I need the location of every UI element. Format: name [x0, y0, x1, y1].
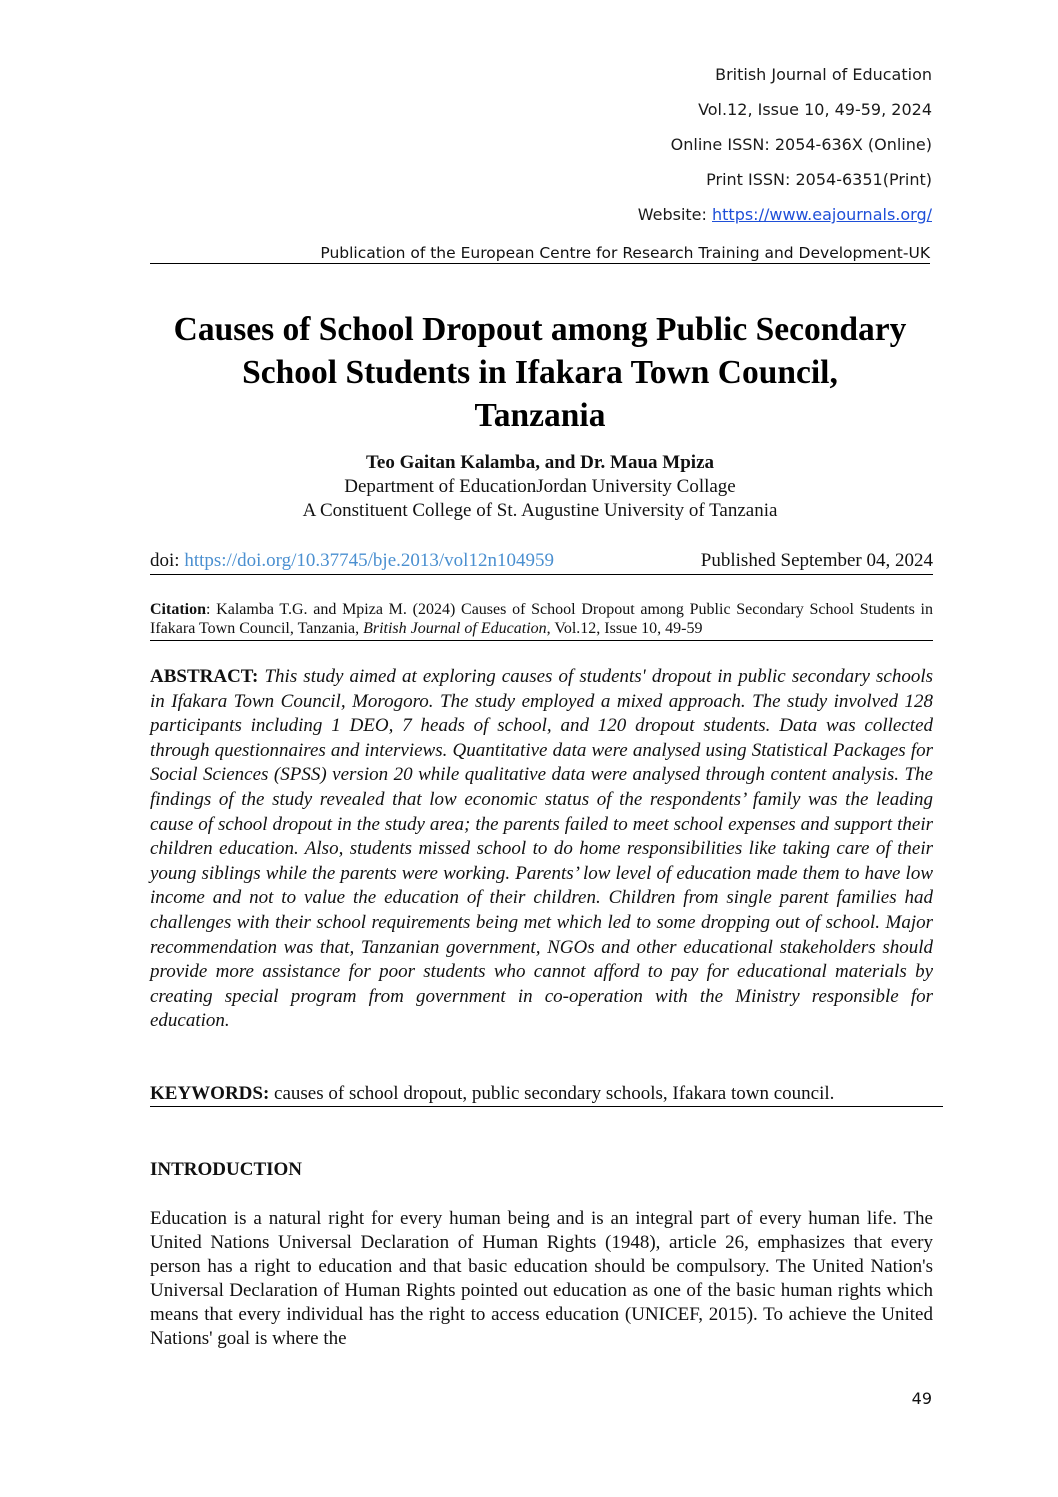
title-line: School Students in Ifakara Town Council, [242, 354, 838, 391]
abstract-text: This study aimed at exploring causes of students' dropout in public secondary schools in Ifakara Town Council, Morogoro. The study employed a mixed approach. The study involved 128 participants including 1 DEO, 7 heads of school, and 120 dropout students. Data was collected through questionnaires and interviews. Quantitative data were analysed using Statistical Packages for Social Sciences (SPSS) version 20 while qualitative data were analysed through content analysis. The findings of the study revealed that low economic status of the respondents’ family was the leading cause of school dropout in the study area; the parents failed to meet school expenses and support their children education. Also, students missed school to do home responsibilities like taking care of their young siblings while the parents were working. Parents’ low level of education made them to have low income and not to value the education of their children. Children from single parent families had challenges with their school requirements being met which led to some dropping out of school. Major recommendation was that, Tanzanian government, NGOs and other educational stakeholders should provide more assistance for poor students who cannot afford to pay for educational materials by creating special program from government in co-operation with the Ministry responsible for education. [150, 666, 933, 1032]
author-names: Teo Gaitan Kalamba, and Dr. Maua Mpiza [365, 452, 715, 473]
citation-label: Citation [150, 601, 206, 618]
journal-name: British Journal of Education [715, 65, 932, 84]
author-department: Department of EducationJordan University Collage [344, 476, 736, 497]
online-issn: Online ISSN: 2054-636X (Online) [670, 135, 932, 154]
website-line [638, 205, 932, 225]
author-affiliation: A Constituent College of St. Augustine University of Tanzania [302, 500, 778, 521]
publisher-line: Publication of the European Centre for Research Training and Development-UK [150, 243, 930, 264]
citation-block [150, 600, 933, 641]
volume-info: Vol.12, Issue 10, 49-59, 2024 [698, 100, 932, 119]
title-line: Causes of School Dropout among Public Secondary [173, 311, 907, 348]
website-link[interactable]: https://www.eajournals.org/ [712, 205, 932, 224]
doi-link[interactable]: https://doi.org/10.37745/bje.2013/vol12n104959 [184, 550, 554, 571]
keywords-label: KEYWORDS: [150, 1083, 270, 1104]
keywords-block [150, 1082, 943, 1107]
citation-journal: British Journal of Education [363, 620, 547, 637]
keywords-text: causes of school dropout, public secondary schools, Ifakara town council. [269, 1083, 835, 1104]
doi-row [150, 549, 933, 575]
title-line: Tanzania [474, 397, 606, 434]
page-number: 49 [911, 1389, 932, 1408]
article-title [120, 308, 960, 437]
doi-line [150, 549, 554, 573]
author-block [150, 451, 930, 523]
abstract-label: ABSTRACT: [150, 666, 265, 687]
abstract-block [150, 665, 933, 1034]
citation-text: : Kalamba T.G. and Mpiza M. (2024) Causes of School Dropout among Public Secondary School Students in Ifakara Town Council, Tanzania, [150, 601, 933, 637]
website-label: Website: [637, 205, 712, 224]
print-issn: Print ISSN: 2054-6351(Print) [706, 170, 932, 189]
introduction-paragraph: Education is a natural right for every human being and is an integral part of every human life. The United Nations Universal Declaration of Human Rights (1948), article 26, emphasizes that every person has a right to education and that basic education should be compulsory. The United Nation's Universal Declaration of Human Rights pointed out education as one of the basic human rights which means that every individual has the right to access education (UNICEF, 2015). To achieve the United Nations' goal is where the [150, 1208, 933, 1349]
citation-details: , Vol.12, Issue 10, 49-59 [546, 620, 703, 637]
introduction-heading: INTRODUCTION [150, 1159, 303, 1180]
doi-label: doi: [150, 550, 185, 571]
published-date: Published September 04, 2024 [700, 550, 933, 571]
